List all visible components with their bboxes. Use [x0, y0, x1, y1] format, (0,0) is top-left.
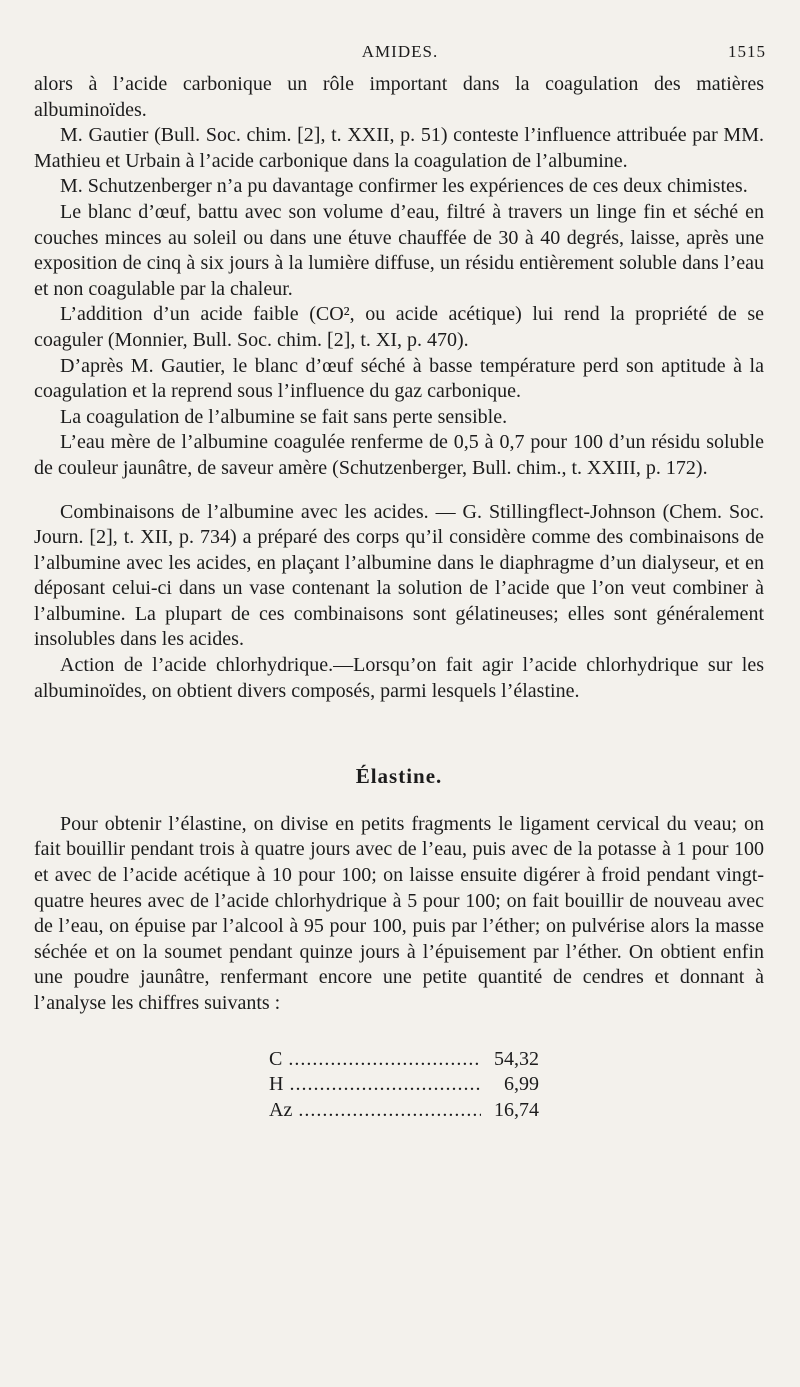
- paragraph-group-3: [34, 812, 764, 1017]
- paragraph-group-2: [34, 500, 764, 705]
- paragraph: La coagulation de l’albumine se fait sans perte sensible.: [60, 405, 508, 428]
- page-body: [34, 72, 764, 1123]
- analysis-table: [269, 1047, 539, 1124]
- paragraph: Le blanc d’œuf, battu avec son volume d’eau, filtré à travers un linge fin et séché en couches minces au soleil ou dans une étuve chauffée de 30 à 40 degrés, laisse, après une exposition de cinq à six jours à la lumière diffuse, un résidu entièrement soluble dans l’eau et non coagulable par la chaleur.: [34, 200, 764, 300]
- paragraph: Combinaisons de l’albumine avec les acides. — G. Stillingflect-Johnson (Chem. Soc. Journ. [2], t. XII, p. 734) a préparé des corps qu’il considère comme des combinaisons de l’albumine avec les acides, en plaçant l’albumine dans le diaphragme d’un dialyseur, et en déposant celui-ci dans un vase contenant la solution de l’acide que l’on veut combiner à l’albumine. La plupart de ces combinaisons sont gélatineuses; elles sont généralement insolubles dans les acides.: [34, 500, 764, 651]
- running-header: [34, 42, 766, 72]
- paragraph: D’après M. Gautier, le blanc d’œuf séché à basse température perd son aptitude à la coagulation et la reprend sous l’influence du gaz carbonique.: [34, 354, 764, 403]
- element-value: 54,32: [494, 1047, 539, 1070]
- element-label: C .....: [269, 1047, 481, 1073]
- paragraph: Action de l’acide chlorhydrique.—Lorsqu’on fait agir l’acide chlorhydrique sur les albuminoïdes, on obtient divers composés, parmi lesquels l’élastine.: [34, 654, 764, 702]
- paragraph: M. Gautier (Bull. Soc. chim. [2], t. XXII, p. 51) conteste l’influence attribuée par MM. Mathieu et Urbain à l’acide carbonique dans la coagulation de l’albumine.: [34, 124, 764, 172]
- section-heading: Élastine.: [355, 764, 443, 789]
- paragraph: Pour obtenir l’élastine, on divise en petits fragments le ligament cervical du veau; on fait bouillir pendant trois à quatre jours avec de l’eau, puis avec de la potasse à 1 pour 100 et avec de l’acide acétique à 10 pour 100; on laisse ensuite digérer à froid pendant vingt-quatre heures avec de l’acide chlorhydrique à 5 pour 100; on fait bouillir de nouveau avec de l’eau, on épuise par l’alcool à 95 pour 100, puis par l’éther; on pulvérise alors la masse séchée et on la soumet pendant quinze jours à l’épuisement par l’éther. On obtient enfin une poudre jaunâtre, renfermant encore une petite quantité de cendres et donnant à l’analyse les chiffres suivants :: [34, 812, 764, 1014]
- element-label: H .....: [269, 1072, 481, 1098]
- paragraph: L’eau mère de l’albumine coagulée renferme de 0,5 à 0,7 pour 100 d’un résidu soluble de couleur jaunâtre, de saveur amère (Schutzenberger, Bull. chim., t. XXIII, p. 172).: [34, 431, 764, 479]
- analysis-row: [269, 1072, 539, 1098]
- analysis-row: [269, 1098, 539, 1124]
- element-value: 16,74: [494, 1098, 539, 1121]
- paragraph: M. Schutzenberger n’a pu davantage confirmer les expériences de ces deux chimistes.: [60, 175, 748, 198]
- element-label: Az .....: [269, 1098, 481, 1124]
- element-value: 6,99: [504, 1073, 539, 1096]
- analysis-row: [269, 1047, 539, 1073]
- paragraph-group-1: [34, 72, 764, 482]
- paragraph: alors à l’acide carbonique un rôle important dans la coagulation des matières albuminoïdes.: [34, 73, 764, 121]
- paragraph: L’addition d’un acide faible (CO², ou acide acétique) lui rend la propriété de se coaguler (Monnier, Bull. Soc. chim. [2], t. XI, p. 470).: [34, 303, 764, 351]
- page-number: 1515: [728, 42, 766, 61]
- running-title: AMIDES.: [361, 42, 439, 61]
